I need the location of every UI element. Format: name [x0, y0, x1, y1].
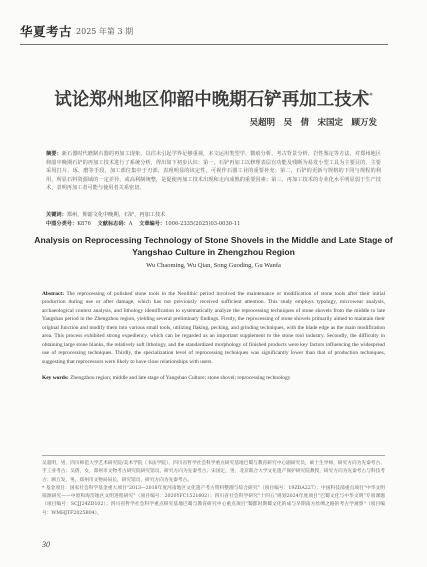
- funding-footnote: * 基金项目：国家社会科学基金重大项目"2013—2018年度河南地区文化遗产考古资料整理与综合研究"（项目编号：19ZDA227）；中国科技部重点项目"中华文明探源研究——中原和海岱地区文明进程研究"（项目编号：2020YFC1521602）；四川省社会科学研究"十四五"规划2024年度项目"巴蜀文化与中华文明"专项课题（项目编号：SCJJ24ZD102）；四川省哲学社会科学重点研究基地巴蜀与教育研究中心重点项目"蜀郡时期蜀文化的成与早期南方丝绸之路的考古学观察"（项目编号：WMHJTF2025B04）。: [42, 485, 385, 516]
- abstract-en: [42, 290, 385, 366]
- footnotes: [42, 460, 385, 518]
- header-divider: [20, 44, 388, 45]
- authors-cn: 吴超明 吴 倩 宋国定 顾万发: [249, 118, 377, 128]
- classification-line: [46, 220, 240, 229]
- keywords-en-text: Zhengzhou region; middle and late stage of Yangshao Culture; stone shovel; reprocessing technology: [70, 375, 291, 381]
- doc-code-value: A: [128, 220, 133, 227]
- abstract-cn-label: 摘要：: [46, 151, 62, 157]
- author-bio-footnote: 吴超明，男，四川师范大学艺术研究院/美术学院（书法学院），四川省哲学社会科学重点研究基地巴蜀与教育研究中心副研究员，硕士生导师，研究方向为先秦考古、手工业考古；吴倩，女，郑州市文物考古研究院研究馆员，研究方向为先秦考古；宋国定，男，北京联合大学文化遗产保护研究院教授，研究方向为先秦考古与科技考古；顾万发，男，郑州市文物局局长，研究馆员，研究方向为先秦考古。: [42, 461, 385, 483]
- running-header: [20, 22, 133, 40]
- journal-logo: 华夏考古: [20, 24, 73, 39]
- page-number: 30: [42, 540, 50, 549]
- keywords-en-label: Key words:: [42, 375, 69, 381]
- article-id-label: 文章编号：: [139, 220, 166, 227]
- issue-label: 2025 年第 3 期: [76, 26, 134, 36]
- clc-label: 中图分类号：: [46, 220, 78, 227]
- abstract-cn: [46, 150, 381, 193]
- keywords-en: [42, 375, 385, 381]
- keywords-cn: [46, 211, 240, 220]
- title-footnote-mark: *: [369, 92, 373, 101]
- article-title-en: Analysis on Reprocessing Technology of Stone Shovels in the Middle and Late Stage of Yangshao Culture in Zhengzhou Region: [34, 235, 393, 257]
- abstract-cn-text: 新石器时代磨制石器的再加工现象，以往未引起学界足够重视，本文运用类型学、微痕分析、考古背景分析、岩性鉴定等方法，对郑州地区仰韶中晚期石铲的再加工技术进行了系统分析，得出如下初步认识：第一，石铲再加工以修理表层有功能及残断为易发小型工具为主要目的，主要采用打片、琢、磨等手段，加工部位集中于刃部，表现明显的该定性，可视作石器工业的重要补充；第二，石铲的更新与规格的下同与规程的利用，所显石料资源域的一定差异，或高利制统整，是促使再加工技术出现和走向成熟的重要因素；第三，再加工技术的专业化水平明显弱于生产技术，表明再加工者可能与使用者关系密切。: [46, 151, 381, 192]
- doc-code-label: 文献标志码：: [97, 220, 129, 227]
- abstract-en-text: The reprocessing of polished stone tools in the Neolithic period involved the maintenance or modification of stone tools after their initial production during use or after damage, which has not previously received sufficient attention. This study employs typology, microwear analysis, archaeological context analysis, and lithology identification to systematically analyze the reprocessing techniques of stone shovels from the middle to late Yangshao period in the Zhengzhou region, yielding several preliminary findings. Firstly, the reprocessing of stone shovels primarily aimed to maintain their original function and modify them into various small tools, utilizing flaking, pecking, and grinding techniques, with the blade edge as the main modification area. This process exhibited strong expediency, which can be regarded as an important supplement to the stone tool industry. Secondly, the difficulty in obtaining large stone blanks, the relatively soft lithology, and the standardized morphology of finished products were key factors influencing the widespread use of reprocessing techniques. Thirdly, the specialization level of reprocessing techniques was significantly lower than that of production techniques, suggesting that reprocessors were likely to have close relationships with users.: [42, 291, 385, 365]
- keywords-cn-label: 关键词：: [46, 212, 67, 218]
- abstract-en-label: Abstract:: [42, 291, 65, 297]
- article-title-cn: [0, 86, 427, 111]
- clc-value: K876: [77, 220, 91, 227]
- article-id-value: 1006-2335(2025)03-0030-11: [165, 220, 241, 227]
- title-cn-text: 试论郑州地区仰韶中晚期石铲再加工技术: [54, 90, 370, 110]
- footnote-divider: [42, 455, 385, 456]
- authors-en: Wu Chaoming, Wu Qian, Song Guoding, Gu Wanfa: [146, 262, 281, 269]
- meta-cn: [46, 211, 240, 228]
- keywords-cn-text: 郑州，仰韶文化中晚期，石铲，再加工技术: [66, 212, 166, 218]
